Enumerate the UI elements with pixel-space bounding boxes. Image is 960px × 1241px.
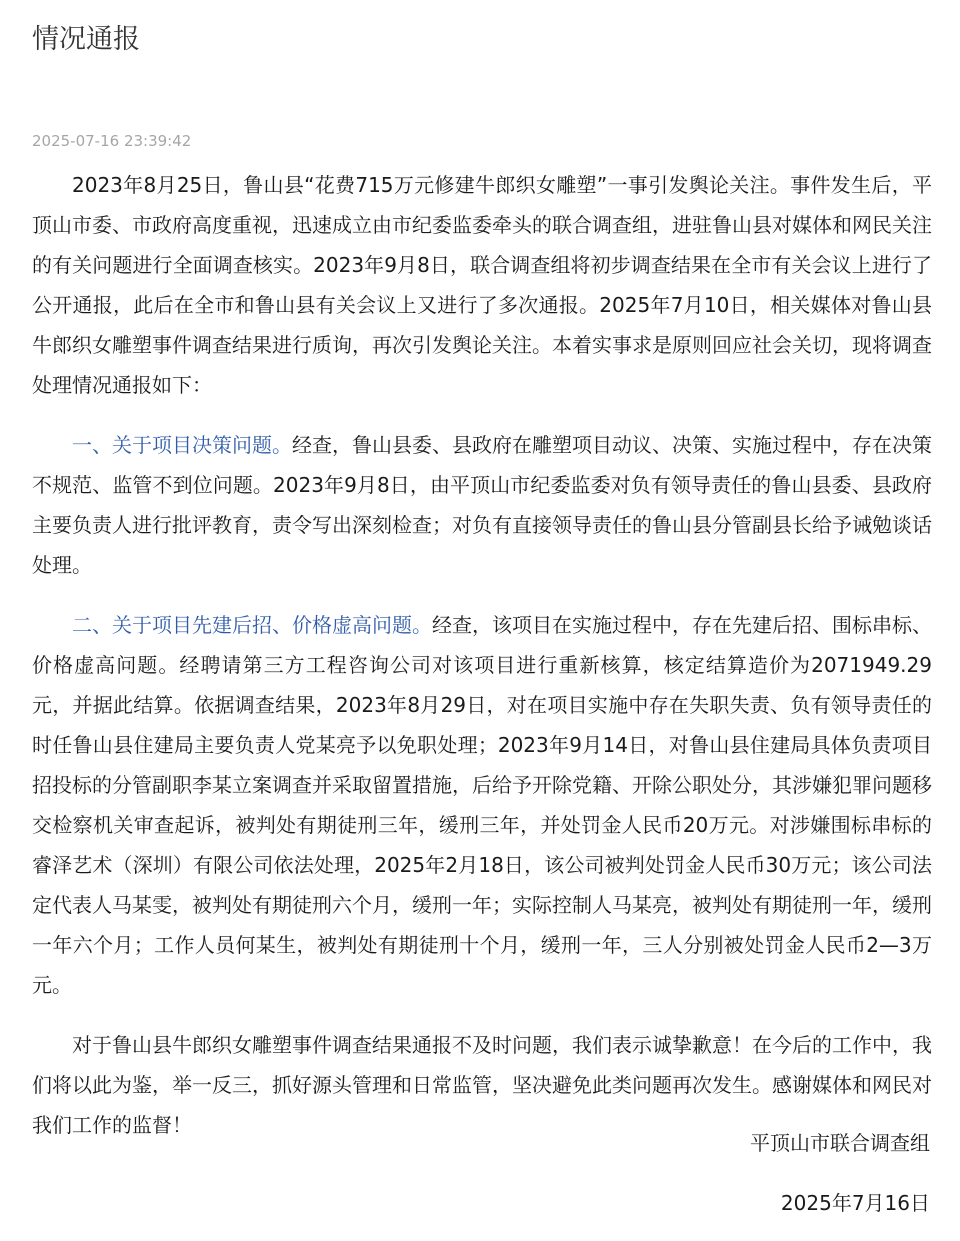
page-title: 情况通报 bbox=[32, 24, 140, 55]
closing-paragraph: 对于鲁山县牛郎织女雕塑事件调查结果通报不及时问题，我们表示诚挚歉意！在今后的工作中，我们将以此为鉴，举一反三，抓好源头管理和日常监管，坚决避免此类问题再次发生。感谢媒体和网民对我们工作的监督！ bbox=[32, 1033, 932, 1137]
section-2-text: 经查，该项目在实施过程中，存在先建后招、围标串标、价格虚高问题。经聘请第三方工程咨询公司对该项目进行重新核算，核定结算造价为2071949.29元，并据此结算。依据调查结果，2023年8月29日，对在项目实施中存在失职失责、负有领导责任的时任鲁山县住建局主要负责人党某亮予以免职处理；2023年9月14日，对鲁山县住建局具体负责项目招投标的分管副职李某立案调查并采取留置措施，后给予开除党籍、开除公职处分，其涉嫌犯罪问题移交检察机关审查起诉，被判处有期徒刑三年，缓刑三年，并处罚金人民币20万元。对涉嫌围标串标的睿泽艺术（深圳）有限公司依法处理，2025年2月18日，该公司被判处罚金人民币30万元；该公司法定代表人马某雯，被判处有期徒刑六个月，缓刑一年；实际控制人马某亮，被判处有期徒刑一年，缓刑一年六个月；工作人员何某生，被判处有期徒刑十个月，缓刑一年，三人分别被处罚金人民币2—3万元。 bbox=[32, 613, 932, 997]
intro-paragraph: 2023年8月25日，鲁山县“花费715万元修建牛郎织女雕塑”一事引发舆论关注。事件发生后，平顶山市委、市政府高度重视，迅速成立由市纪委监委牵头的联合调查组，进驻鲁山县对媒体和网民关注的有关问题进行全面调查核实。2023年9月8日，联合调查组将初步调查结果在全市有关会议上进行了公开通报，此后在全市和鲁山县有关会议上又进行了多次通报。2025年7月10日，相关媒体对鲁山县牛郎织女雕塑事件调查结果进行质询，再次引发舆论关注。本着实事求是原则回应社会关切，现将调查处理情况通报如下： bbox=[32, 173, 932, 397]
signature-organization: 平顶山市联合调查组 bbox=[750, 1131, 930, 1155]
section-1-paragraph bbox=[32, 425, 932, 585]
signature-date: 2025年7月16日 bbox=[780, 1191, 930, 1215]
publish-timestamp: 2025-07-16 23:39:42 bbox=[32, 132, 192, 150]
section-2-heading: 二、关于项目先建后招、价格虚高问题。 bbox=[72, 613, 432, 637]
article-body bbox=[32, 165, 932, 1165]
section-1-heading: 一、关于项目决策问题。 bbox=[72, 433, 292, 457]
section-2-paragraph bbox=[32, 605, 932, 1005]
section-1-text: 经查，鲁山县委、县政府在雕塑项目动议、决策、实施过程中，存在决策不规范、监管不到位问题。2023年9月8日，由平顶山市纪委监委对负有领导责任的鲁山县委、县政府主要负责人进行批评教育，责令写出深刻检查；对负有直接领导责任的鲁山县分管副县长给予诫勉谈话处理。 bbox=[32, 433, 932, 577]
